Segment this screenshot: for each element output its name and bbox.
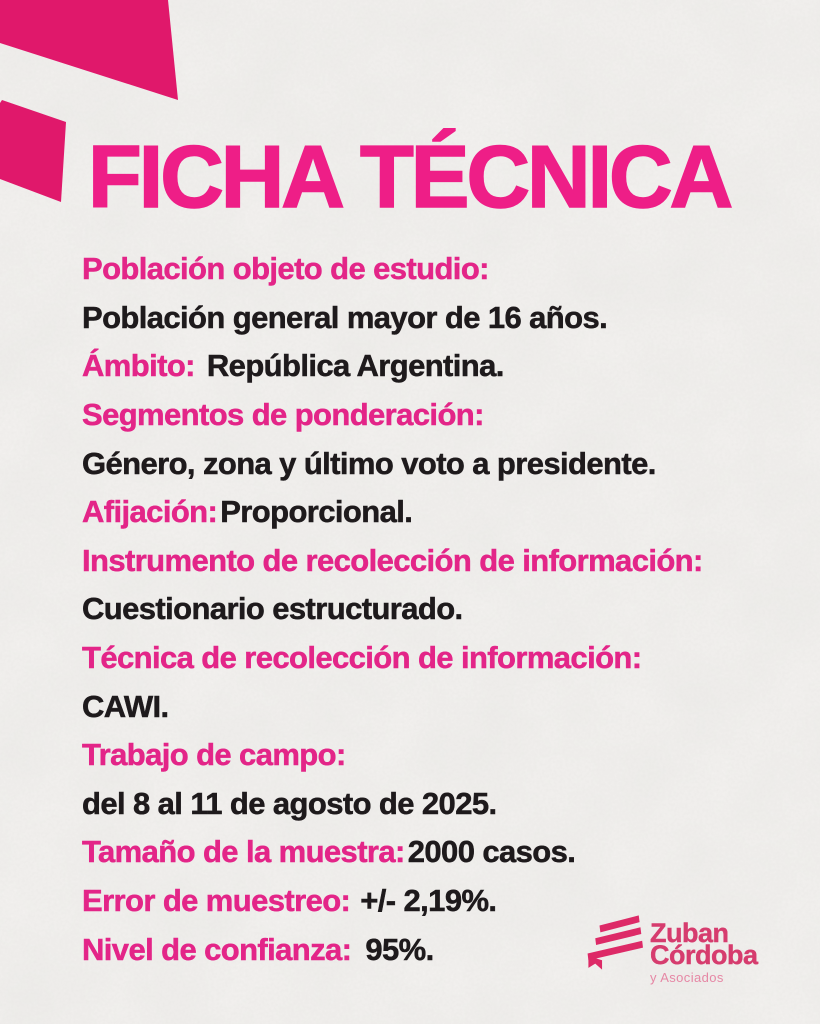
field-label: Nivel de confianza:: [82, 931, 352, 967]
field-label: Población objeto de estudio:: [82, 251, 489, 287]
field-line: [82, 294, 812, 343]
field-line: [82, 342, 812, 391]
field-line: [82, 780, 812, 829]
brand-name-line1: Zuban: [650, 918, 729, 948]
field-line: [82, 682, 812, 731]
brand-text: [650, 912, 758, 985]
field-line: [82, 634, 812, 683]
field-value: CAWI.: [82, 688, 169, 724]
field-line: [82, 391, 812, 440]
field-line: [82, 537, 812, 586]
field-label: Instrumento de recolección de información:: [82, 542, 703, 578]
field-value: Género, zona y último voto a presidente.: [82, 445, 656, 481]
field-label: Segmentos de ponderación:: [82, 397, 484, 433]
field-line: [82, 828, 812, 877]
field-value: Proporcional.: [220, 494, 413, 530]
page-title: FICHA TÉCNICA: [88, 127, 731, 226]
field-value: del 8 al 11 de agosto de 2025.: [82, 785, 497, 821]
field-value: Población general mayor de 16 años.: [82, 299, 608, 335]
field-line: [82, 585, 812, 634]
field-line: [82, 245, 812, 294]
field-label: Ámbito:: [82, 348, 195, 384]
field-label: Tamaño de la muestra:: [82, 834, 405, 870]
field-value: +/- 2,19%.: [360, 883, 497, 919]
field-label: Error de muestreo:: [82, 883, 351, 919]
brand-tagline: y Asociados: [650, 970, 724, 985]
field-line: [82, 439, 812, 488]
field-line: [82, 731, 812, 780]
field-label: Técnica de recolección de información:: [82, 640, 642, 676]
field-label: Afijación:: [82, 494, 218, 530]
field-line: [82, 488, 812, 537]
field-value: 95%.: [365, 931, 434, 967]
field-label: Trabajo de campo:: [82, 737, 346, 773]
fields-list: [82, 245, 812, 974]
field-value: 2000 casos.: [407, 834, 576, 870]
brand-logo: [585, 912, 758, 985]
field-value: Cuestionario estructurado.: [82, 591, 463, 627]
brand-name-line2: Córdoba: [650, 940, 758, 970]
field-value: República Argentina.: [206, 348, 504, 384]
zuban-cordoba-stripes-icon: [585, 912, 643, 973]
